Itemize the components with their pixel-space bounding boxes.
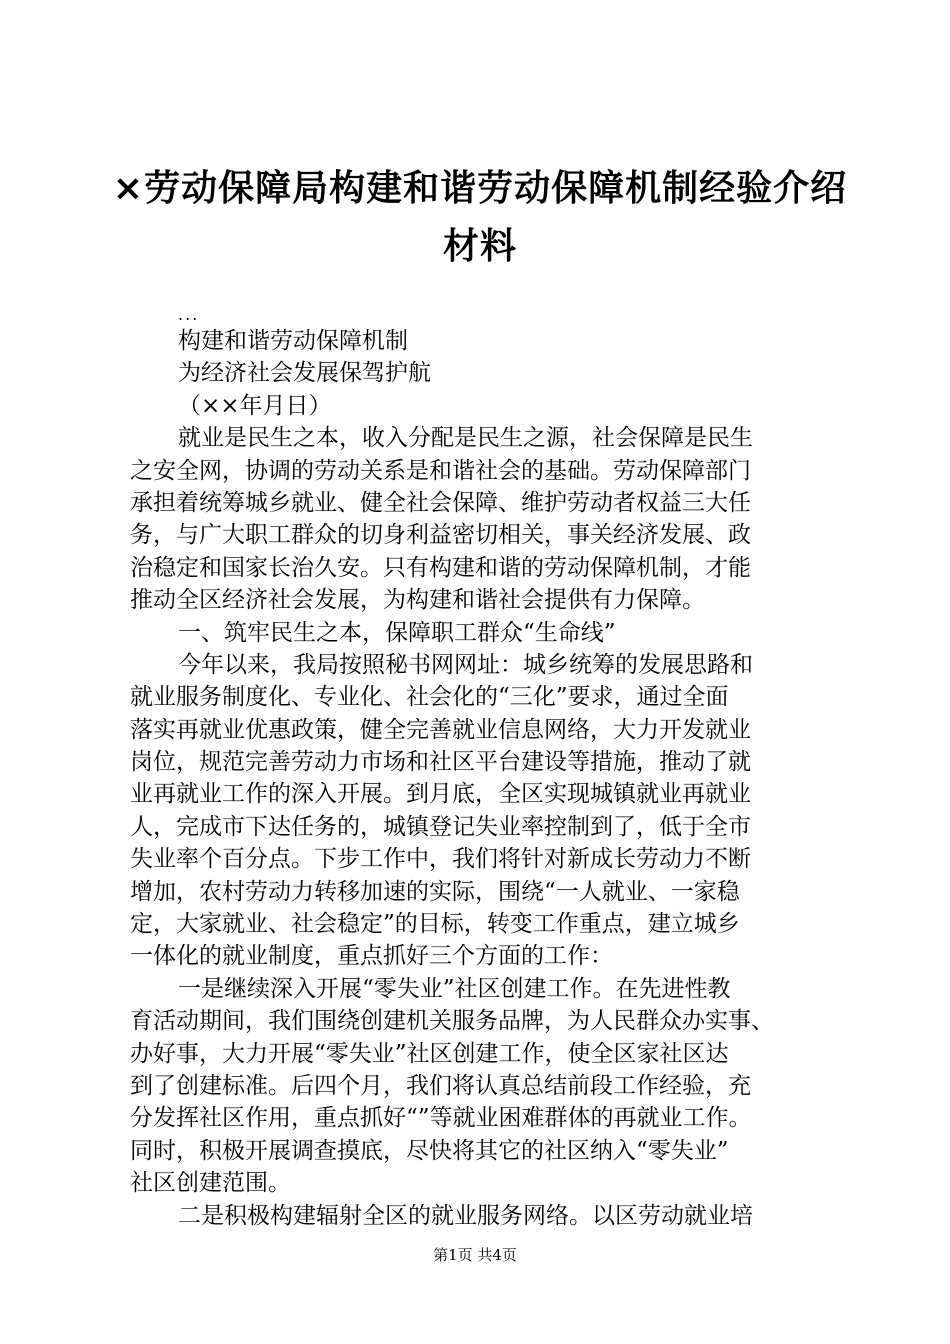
- text-line: 一体化的就业制度，重点抓好三个方面的工作：: [130, 943, 613, 970]
- text-line: 落实再就业优惠政策，健全完善就业信息网络，大力开发就业: [130, 716, 751, 743]
- document-title: [100, 160, 860, 276]
- text-line: 二是积极构建辐射全区的就业服务网络。以区劳动就业培: [178, 1202, 753, 1229]
- title-line-1: ×劳动保障局构建和谐劳动保障机制经验介绍: [112, 168, 848, 209]
- subtitle-2: 为经济社会发展保驾护航: [178, 360, 431, 387]
- page-footer: 第1页 共4页: [433, 1246, 517, 1264]
- text-line: 分发挥社区作用，重点抓好“”等就业困难群体的再就业工作。: [130, 1105, 752, 1132]
- subtitle-1: 构建和谐劳动保障机制: [178, 328, 408, 354]
- text-line: 务，与广大职工群众的切身利益密切相关，事关经济发展、政: [130, 522, 751, 549]
- text-line: 人，完成市下达任务的，城镇登记失业率控制到了，低于全市: [130, 813, 751, 840]
- text-line: 同时，积极开展调查摸底，尽快将其它的社区纳入“零失业”: [130, 1137, 729, 1164]
- text-line: 岗位，规范完善劳动力市场和社区平台建设等措施，推动了就: [130, 749, 751, 776]
- document-date: （××年月日）: [178, 392, 332, 419]
- text-line: 今年以来，我局按照秘书网网址：城乡统筹的发展思路和: [178, 651, 753, 678]
- text-line: 育活动期间，我们围绕创建机关服务品牌，为人民群众办实事、: [130, 1008, 774, 1035]
- text-line: 增加，农村劳动力转移加速的实际，围绕“一人就业、一家稳: [130, 878, 740, 905]
- section-heading: 一、筑牢民生之本，保障职工群众“生命线”: [178, 619, 616, 646]
- text-line: 业再就业工作的深入开展。到月底，全区实现城镇就业再就业: [130, 781, 751, 808]
- text-line: 一是继续深入开展“零失业”社区创建工作。在先进性教: [178, 975, 731, 1002]
- text-line: 办好事，大力开展“零失业”社区创建工作，使全区家社区达: [130, 1040, 729, 1067]
- ellipsis-marker: ...: [178, 305, 200, 324]
- text-line: 到了创建标准。后四个月，我们将认真总结前段工作经验，充: [130, 1072, 751, 1099]
- document-body: [130, 305, 830, 1232]
- text-line: 推动全区经济社会发展，为构建和谐社会提供有力保障。: [130, 587, 705, 614]
- text-line: 承担着统筹城乡就业、健全社会保障、维护劳动者权益三大任: [130, 489, 751, 516]
- text-line: 定，大家就业、社会稳定”的目标，转变工作重点，建立城乡: [130, 911, 740, 938]
- text-line: 治稳定和国家长治久安。只有构建和谐的劳动保障机制，才能: [130, 554, 751, 581]
- text-line: 社区创建范围。: [130, 1170, 291, 1197]
- text-line: 失业率个百分点。下步工作中，我们将针对新成长劳动力不断: [130, 846, 751, 873]
- text-line: 之安全网，协调的劳动关系是和谐社会的基础。劳动保障部门: [130, 457, 751, 484]
- title-line-2: 材料: [442, 226, 517, 267]
- text-line: 就业是民生之本，收入分配是民生之源，社会保障是民生: [178, 425, 753, 452]
- text-line: 就业服务制度化、专业化、社会化的“三化”要求，通过全面: [130, 684, 729, 711]
